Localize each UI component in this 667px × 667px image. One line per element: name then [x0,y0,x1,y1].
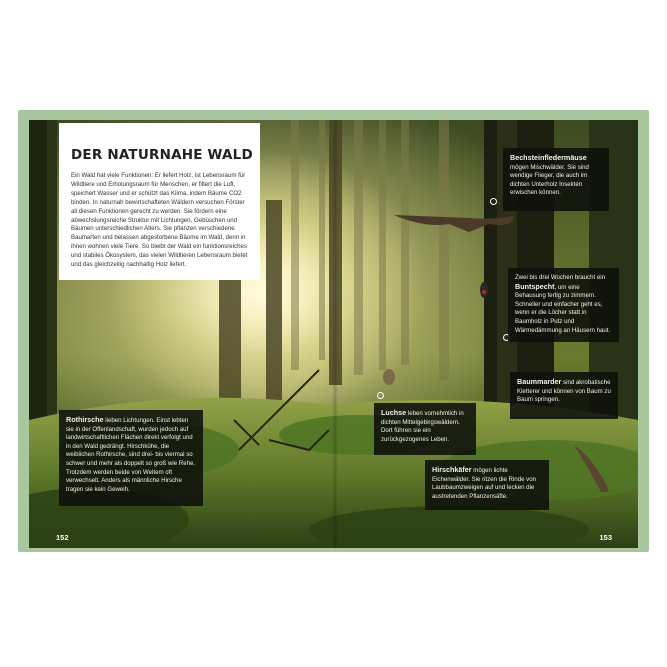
info-text: sind akrobatische Kletterer und können von Baum zu Baum springen. [517,379,611,404]
info-text-pre: Zwei bis drei Wochen braucht ein [515,274,605,281]
page-number-left: 152 [56,533,69,542]
info-text: mögen lichte Eichenwälder. Sie ritzen die Rinde von Laubbaumzweigen auf und lecken die austretenden Pflanzensäfte. [432,467,536,500]
info-text: , um eine Behausung fertig zu zimmern. Schneller und einfacher geht es, wenn er die Löcher statt in Baumholz in Putz und Wärmedämmung an Häusern haut. [515,283,611,334]
info-title: Rothirsche [66,415,104,424]
info-box-bechstein [503,148,609,211]
bat-marker [490,198,497,205]
info-box-baummarder [510,372,618,419]
info-text: leben vornehmlich in dichten Mittelgebirgswäldern. Dort führen sie ein zurückgezogenes Leben. [381,410,464,443]
info-box-buntspecht [508,268,619,342]
book-gutter [332,120,338,548]
intro-box [59,123,260,280]
info-box-luchse [374,403,476,455]
info-text: mögen Mischwälder. Sie sind wendige Flieger, die auch im dichten Unterholz Insekten erwischen können. [510,163,589,197]
info-title: Buntspecht [515,281,555,291]
info-box-hirschkaefer [425,460,549,510]
info-title: Luchse [381,408,407,417]
page-title: DER NATURNAHE WALD [71,147,253,163]
lynx-marker [377,392,384,399]
info-box-rothirsche [59,410,203,506]
info-title: Hirschkäfer [432,465,472,474]
intro-text: Ein Wald hat viele Funktionen: Er liefert Holz, ist Lebensraum für Wildtiere und Erholungsraum für Menschen, er filtert die Luft, speichert Wasser und er schützt das Klima, indem Bäume CO2 binden. In naturnah bewirtschafteten Wäldern versuchen Förster all diesen Funktionen gerecht zu werden. Sie fördern eine abwechslungsreiche Struktur mit Lichtungen, Gebüschen und Bäumen unterschiedlichen Alters. Sie pflanzen verschiedene Baumarten und belassen abgestorbene Bäume im Wald, denn in ihnen wohnen viele Tiere. So bleibt der Wald ein funktionsreiches und stabiles Ökosystem, das vielen Wildtieren Lebensraum bietet und das gleichzeitig nachhaltig Holz liefert. [71,172,248,269]
info-title: Baummarder [517,377,562,386]
info-text: lieben Lichtungen. Einst lebten sie in der Offenlandschaft, wurden jedoch auf landwirtschaftlichen Flächen direkt verfolgt und in den Wald gedrängt. Hirschkühe, die weiblichen Rothirsche, sind drei- bis viermal so schwer und mehr als doppelt so groß wie Rehe. Trotzdem werden beide von Weitem oft verwechselt. Anders als männliche Hirsche tragen sie kein Geweih. [66,417,196,493]
book-spread [29,120,638,548]
info-title: Bechsteinfledermäuse [510,153,587,162]
page-number-right: 153 [599,533,612,542]
